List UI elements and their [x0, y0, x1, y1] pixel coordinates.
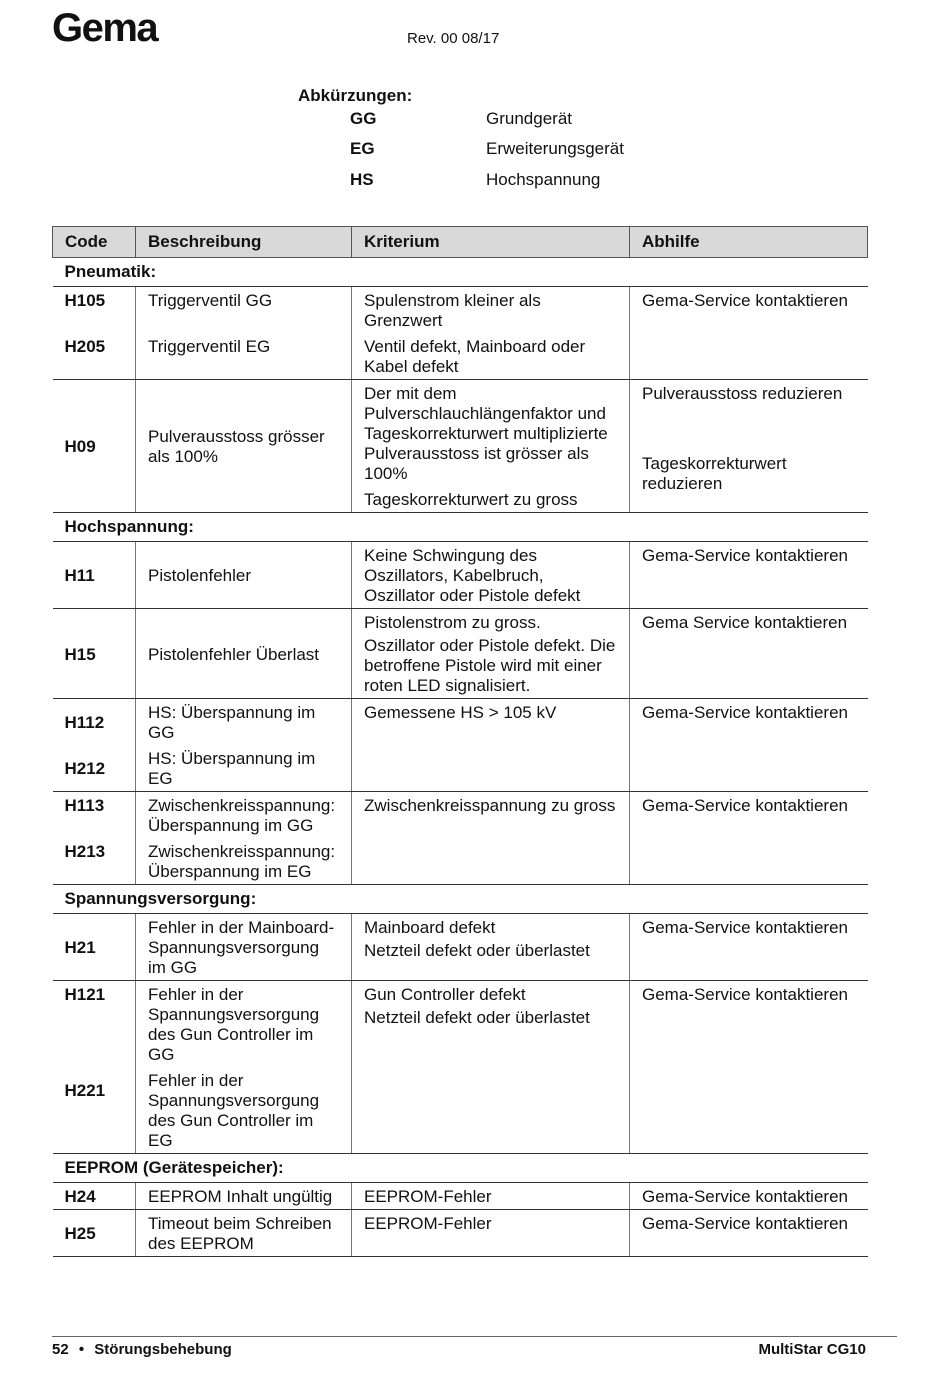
footer-bullet: • — [78, 1341, 85, 1358]
table-row: H113 Zwischenkreisspannung: Überspannung im GG Zwischenkreisspannung zu gross Gema-Service kontaktieren — [53, 792, 868, 839]
header-code: Code — [53, 227, 136, 258]
table-row: H24 EEPROM Inhalt ungültig EEPROM-Fehler Gema-Service kontaktieren — [53, 1183, 868, 1210]
table-row: H25 Timeout beim Schreiben des EEPROM EEPROM-Fehler Gema-Service kontaktieren — [53, 1210, 868, 1257]
table-row: H221 Fehler in der Spannungsversorgung des Gun Controller im EG — [53, 1067, 868, 1154]
table-row: H213 Zwischenkreisspannung: Überspannung im EG — [53, 838, 868, 885]
group-row-pneumatik: Pneumatik: — [53, 258, 868, 287]
header-criterion: Kriterium — [352, 227, 630, 258]
table-row: H09 Pulverausstoss grösser als 100% Der mit dem Pulverschlauchlängenfaktor und Tageskorrekturwert multiplizierte Pulverausstoss ist grösser als 100% Tageskorrekturwert zu gross Pulverausstoss reduzieren Tageskorrekturwert reduzieren — [53, 380, 868, 513]
page-number: 52 — [52, 1341, 69, 1358]
abbreviations-block: Abkürzungen: GG Grundgerät EG Erweiterungsgerät HS Hochspannung — [298, 86, 624, 189]
revision-label: Rev. 00 08/17 — [407, 30, 500, 47]
table-row: H121 Fehler in der Spannungsversorgung des Gun Controller im GG Gun Controller defekt Netzteil defekt oder überlastet Gema-Service kontaktieren — [53, 981, 868, 1068]
group-row-spannungsversorgung: Spannungsversorgung: — [53, 885, 868, 914]
footer-divider — [52, 1336, 897, 1337]
table-row: H21 Fehler in der Mainboard-Spannungsversorgung im GG Mainboard defekt Netzteil defekt oder überlastet Gema-Service kontaktieren — [53, 914, 868, 981]
table-row: H112 HS: Überspannung im GG Gemessene HS > 105 kV Gema-Service kontaktieren — [53, 699, 868, 746]
group-row-eeprom: EEPROM (Gerätespeicher): — [53, 1154, 868, 1183]
footer-section — [52, 1341, 232, 1358]
table-row: H205 Triggerventil EG Ventil defekt, Mainboard oder Kabel defekt — [53, 333, 868, 380]
abbreviations-title: Abkürzungen: — [298, 86, 413, 105]
table-row: H11 Pistolenfehler Keine Schwingung des Oszillators, Kabelbruch, Oszillator oder Pistole defekt Gema-Service kontaktieren — [53, 542, 868, 609]
gema-logo: Gema — [52, 6, 158, 50]
table-row: H105 Triggerventil GG Spulenstrom kleiner als Grenzwert Gema-Service kontaktieren — [53, 287, 868, 334]
header-description: Beschreibung — [136, 227, 352, 258]
error-code-table — [52, 226, 868, 1257]
group-row-hochspannung: Hochspannung: — [53, 513, 868, 542]
header-remedy: Abhilfe — [630, 227, 868, 258]
section-name: Störungsbehebung — [94, 1341, 232, 1358]
product-name: MultiStar CG10 — [758, 1341, 866, 1358]
table-header-row — [53, 227, 868, 258]
table-row: H15 Pistolenfehler Überlast Pistolenstrom zu gross. Oszillator oder Pistole defekt. Die betroffene Pistole wird mit einer roten LED signalisiert. Gema Service kontaktieren — [53, 609, 868, 699]
table-row: H212 HS: Überspannung im EG — [53, 745, 868, 792]
